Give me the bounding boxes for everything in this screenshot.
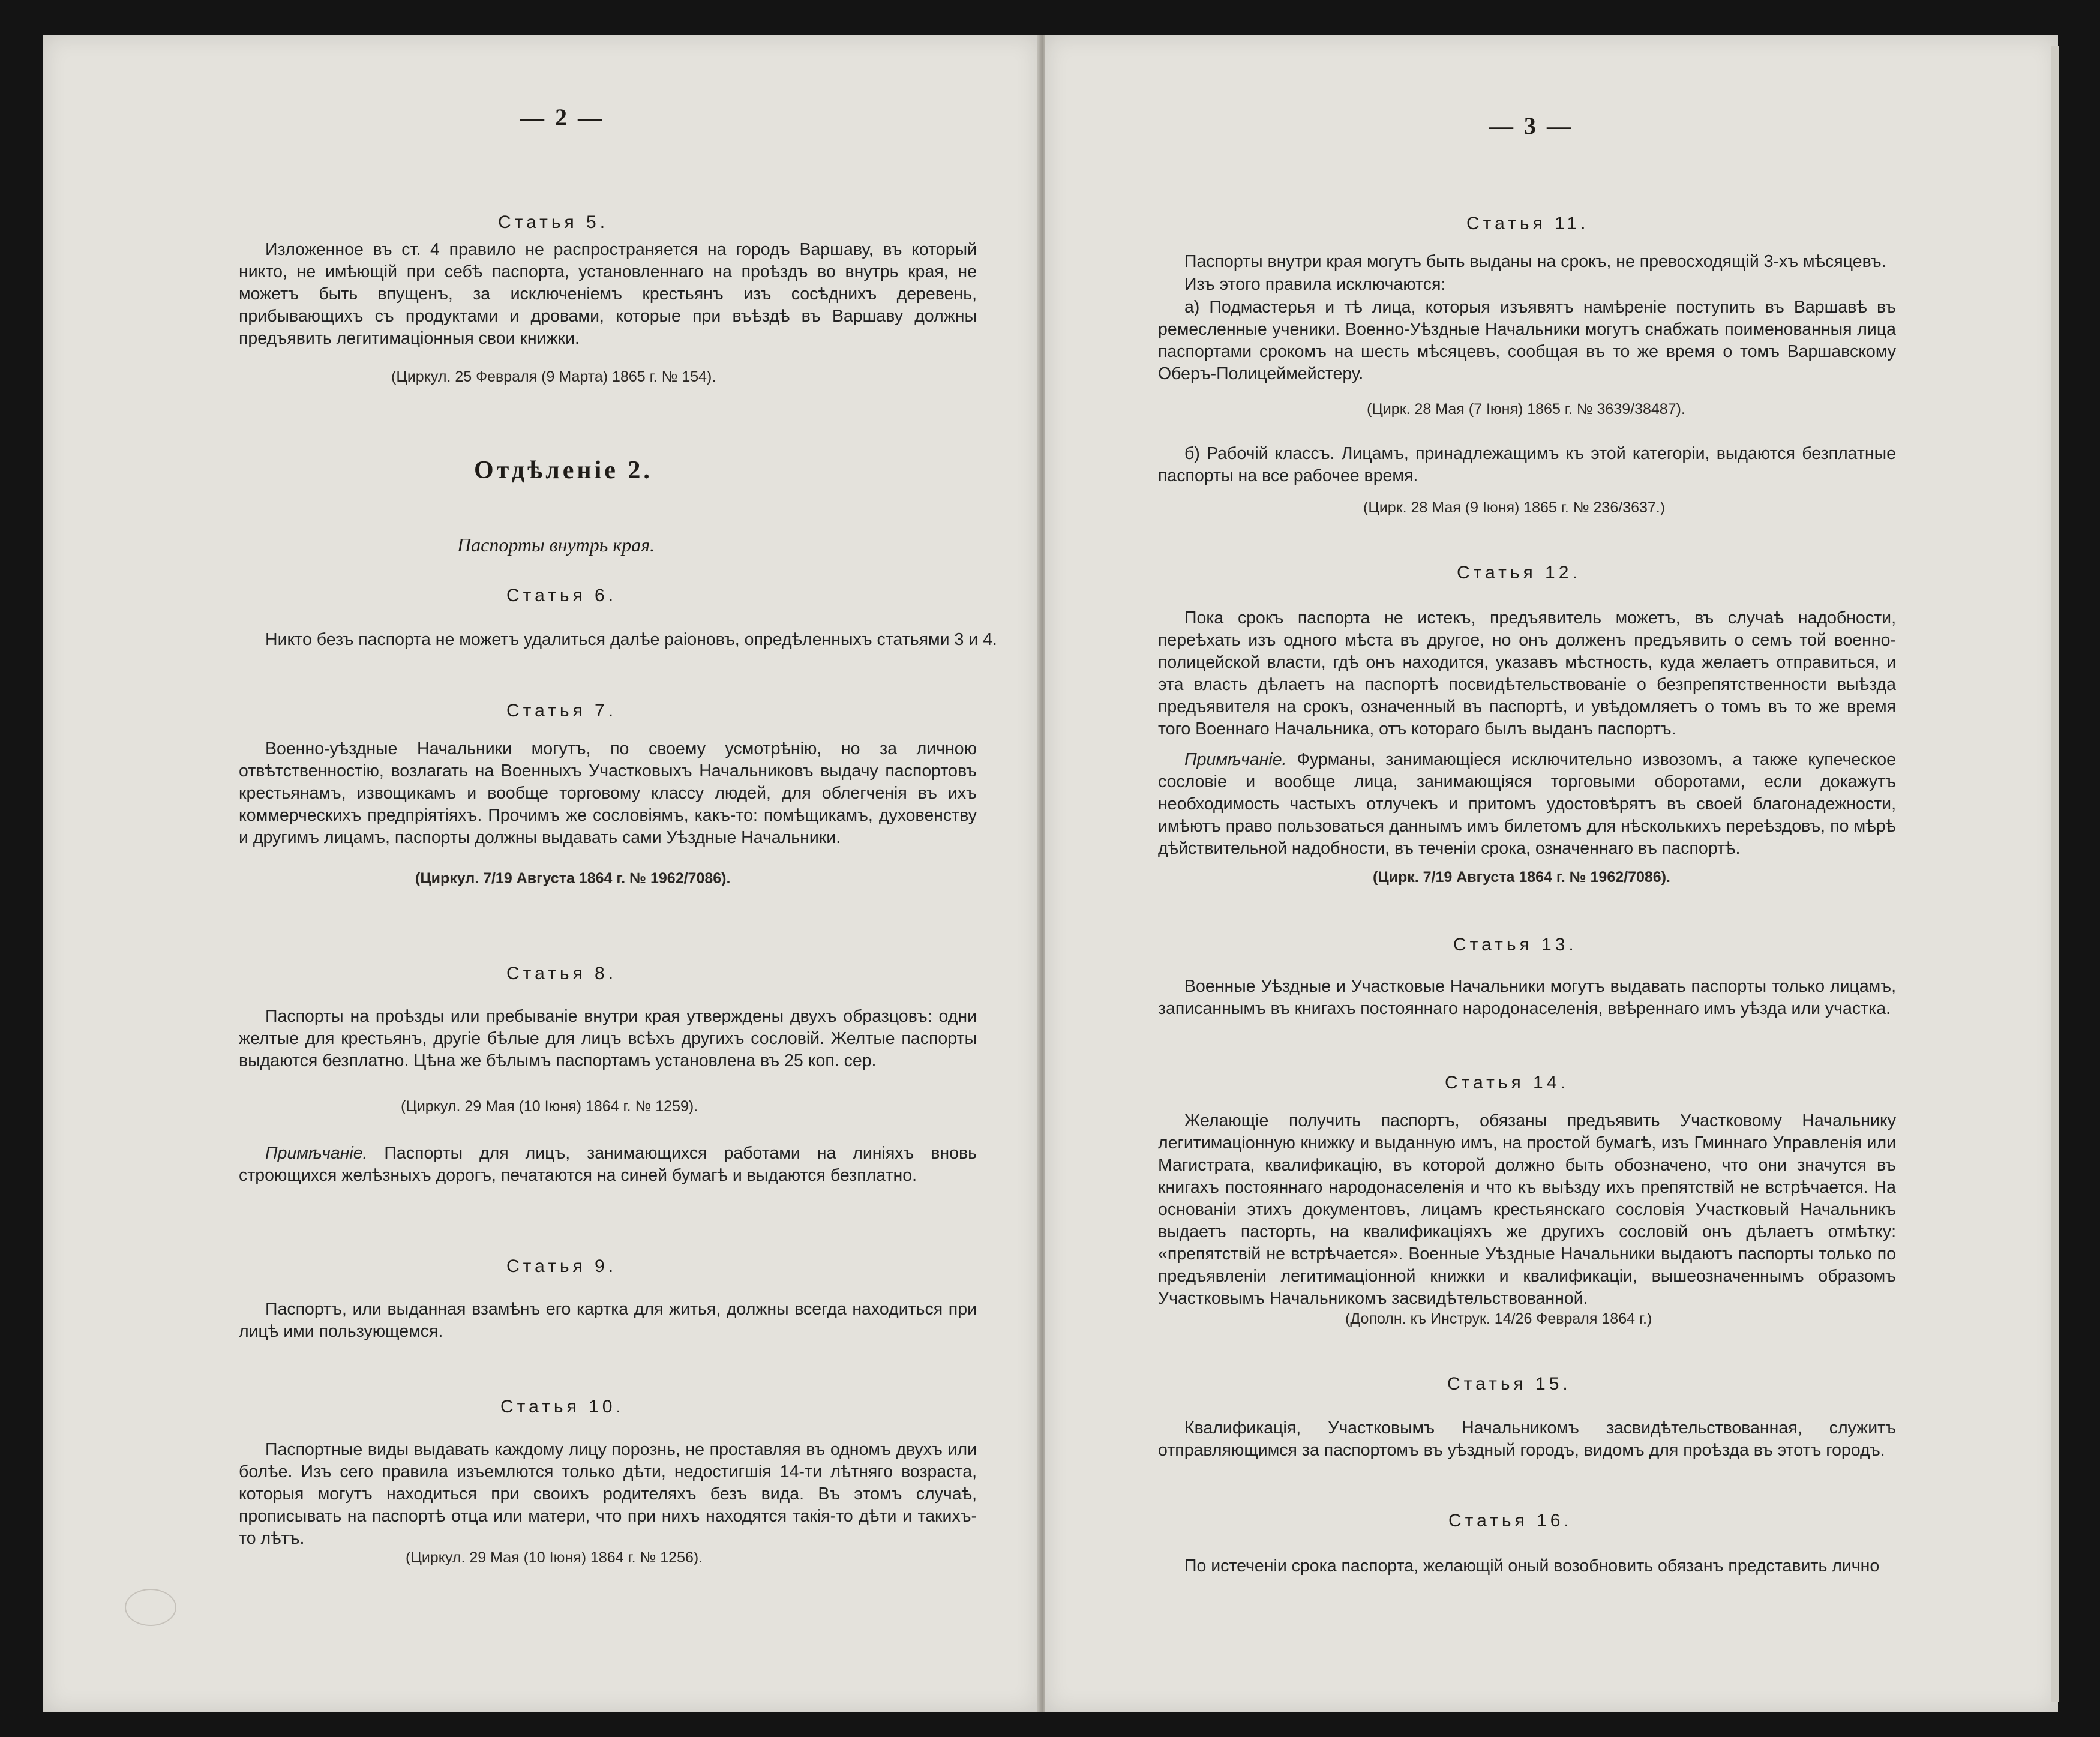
article-8-note (239, 1142, 977, 1187)
article-8-note-text: Паспорты для лицъ, занимающихся работами на линіяхъ вновь строющихся желѣзныхъ дорогъ, печатаются на синей бумагѣ и выдаются безплатно. (239, 1144, 977, 1185)
article-15-text: Квалификація, Участковымъ Начальникомъ засвидѣтельствованная, служитъ отправляющимся за паспортомъ въ уѣздный городъ, видомъ для проѣзда въ этотъ городъ. (1158, 1418, 1896, 1460)
article-11-item-b: б) Рабочій классъ. Лицамъ, принадлежащимъ къ этой категоріи, выдаются безплатные паспорты на все рабочее время. (1158, 444, 1896, 485)
article-14-heading: Статья 14. (1445, 1073, 1569, 1093)
article-8-text: Паспорты на проѣзды или пребываніе внутри края утверждены двухъ образцовъ: одни желтые для крестьянъ, другіе бѣлые для лицъ всѣхъ другихъ сословій. Желтые паспорты выдаются безплатно. Цѣна же бѣлымъ паспортамъ установлена въ 25 коп. сер. (239, 1007, 977, 1070)
article-8-note-label: Примѣчаніе. (265, 1144, 368, 1163)
article-14-text: Желающіе получить паспортъ, обязаны предъявить Участковому Начальнику легитимаціонную книжку и выданную имъ, на простой бумагѣ, изъ Гминнаго Управленія или Магистрата, квалификацію, въ которой должно быть обозначено, что они значутся въ книгахъ постояннаго народонаселенія и что къ выѣзду ихъ препятствій не встрѣчается. На основаніи этихъ документовъ, лицамъ крестьянскаго сословія Участковый Начальникъ выдаетъ пасторть, на квалификаціяхъ же другихъ сословій онъ дѣлаетъ отмѣтку: «препятствій не встрѣчается». Военные Уѣздные Начальники выдаютъ паспорты только по предъявленіи легитимаціонной книжки и квалификаціи, вышеозначеннымъ образомъ Участковымъ Начальникомъ засвидѣтельствованной. (1158, 1111, 1896, 1308)
article-5-text: Изложенное въ ст. 4 правило не распространяется на городъ Варшаву, въ который никто, не имѣющій при себѣ паспорта, установленнаго на проѣздъ во внутрь края, не можетъ быть впущенъ, за исключеніемъ крестьянъ изъ сосѣднихъ деревень, прибывающихъ съ продуктами и дровами, которые при въѣздѣ въ Варшаву должны предъявить легитимаціонныя свои книжки. (239, 240, 977, 348)
article-11-citation-1: (Цирк. 28 Мая (7 Іюня) 1865 г. № 3639/38487). (1367, 401, 1685, 418)
article-12-note (1158, 749, 1896, 860)
page-edge (2051, 46, 2059, 1702)
article-9-text: Паспортъ, или выданная взамѣнъ его картка для житья, должны всегда находиться при лицѣ ими пользующемся. (239, 1300, 977, 1341)
article-11-text-2: Изъ этого правила исключаются: (1184, 275, 1446, 294)
article-10-heading: Статья 10. (500, 1397, 625, 1417)
article-6-text: Никто безъ паспорта не можетъ удалиться далѣе раіоновъ, опредѣленныхъ статьями 3 и 4. (265, 630, 997, 649)
article-12-heading: Статья 12. (1457, 563, 1581, 583)
article-12-note-text: Фурманы, занимающіеся исключительно извозомъ, а также купеческое сословіе и вообще лица, занимающіяся торговыми оборотами, если докажутъ необходимость частыхъ отлучекъ и притомъ удостовѣрятъ въ своей благонадежности, имѣютъ право пользоваться даннымъ имъ билетомъ для нѣсколькихъ переѣздовъ, по мѣрѣ дѣйствительной надобности, въ теченіи срока, означеннаго въ паспортѣ. (1158, 750, 1897, 858)
article-10-text: Паспортные виды выдавать каждому лицу порознь, не проставляя въ одномъ двухъ или болѣе. Изъ сего правила изъемлются только дѣти, недостигшія 14-ти лѣтняго возраста, которыя могутъ находиться при своихъ родителяхъ безъ вида. Въ этомъ случаѣ, прописывать на паспортѣ отца или матери, что при нихъ находятся такія-то дѣти и такихъ-то лѣтъ. (239, 1440, 977, 1548)
article-7-text: Военно-уѣздные Начальники могутъ, по своему усмотрѣнію, но за личною отвѣтственностію, возлагать на Военныхъ Участковыхъ Начальниковъ выдачу паспортовъ крестьянамъ, извощикамъ и вообще торговому классу людей, для облегченія въ ихъ коммерческихъ предпріятіяхъ. Прочимъ же сословіямъ, какъ-то: помѣщикамъ, духовенству и другимъ лицамъ, паспорты должны выдавать сами Уѣздные Начальники. (239, 739, 977, 847)
article-11-heading: Статья 11. (1466, 214, 1589, 233)
article-11-text: Паспорты внутри края могутъ быть выданы на срокъ, не превосходящій 3-хъ мѣсяцевъ. (1184, 252, 1886, 271)
article-10-citation: (Циркул. 29 Мая (10 Іюня) 1864 г. № 1256). (406, 1549, 703, 1566)
article-15-heading: Статья 15. (1447, 1374, 1571, 1394)
article-12-citation: (Цирк. 7/19 Августа 1864 г. № 1962/7086). (1373, 869, 1670, 886)
article-12-text: Пока срокъ паспорта не истекъ, предъявитель можетъ, въ случаѣ надобности, переѣхать изъ одного мѣста въ другое, но онъ долженъ предъявить о семъ той военно-полицейской власти, гдѣ онъ находится, указавъ мѣстность, куда желаетъ отправиться, и эта власть дѣлаетъ на паспортѣ посвидѣтельствованіе о безпрепятственности выѣзда предъявителя на срокъ, означенный въ паспортѣ, и увѣдомляетъ о томъ въ то же время того Военнаго Начальника, отъ котораго былъ выданъ паспортъ. (1158, 608, 1896, 739)
article-16-heading: Статья 16. (1448, 1511, 1573, 1531)
article-11-item-a: а) Подмастерья и тѣ лица, которыя изъявятъ намѣреніе поступить въ Варшавѣ въ ремесленные ученики. Военно-Уѣздные Начальники могутъ снабжать поименованныя лица паспортами срокомъ на шесть мѣсяцевъ, сообщая въ то же время о томъ Варшавскому Оберъ-Полицеймейстеру. (1158, 298, 1896, 383)
right-page (1045, 35, 2058, 1712)
section-title: Отдѣленіе 2. (474, 457, 653, 484)
article-8-citation: (Циркул. 29 Мая (10 Іюня) 1864 г. № 1259). (401, 1098, 698, 1115)
article-5-heading: Статья 5. (498, 212, 609, 232)
page-number-right: — 3 — (1489, 112, 1573, 139)
article-12-note-label: Примѣчаніе. (1184, 750, 1287, 769)
article-14-citation: (Дополн. къ Инструк. 14/26 Февраля 1864 г.) (1345, 1310, 1652, 1327)
article-11-citation-2: (Цирк. 28 Мая (9 Іюня) 1865 г. № 236/3637.) (1363, 499, 1666, 516)
article-13-text: Военные Уѣздные и Участковые Начальники могутъ выдавать паспорты только лицамъ, записаннымъ въ книгахъ постояннаго народонаселенія, ввѣреннаго имъ уѣзда или участка. (1158, 977, 1896, 1018)
article-16-text: По истеченіи срока паспорта, желающій оный возобновить обязанъ представить лично (1184, 1556, 1880, 1576)
library-stamp-mark (125, 1589, 176, 1626)
article-9-heading: Статья 9. (506, 1256, 617, 1276)
article-6-heading: Статья 6. (506, 586, 617, 605)
section-subtitle: Паспорты внутрь края. (457, 534, 655, 556)
article-5-citation: (Циркул. 25 Февраля (9 Марта) 1865 г. № 154). (391, 368, 716, 385)
article-7-citation: (Циркул. 7/19 Августа 1864 г. № 1962/7086). (415, 870, 731, 887)
article-13-heading: Статья 13. (1453, 935, 1577, 955)
article-7-heading: Статья 7. (506, 701, 617, 721)
page-number-left: — 2 — (520, 104, 604, 131)
left-page (43, 35, 1039, 1712)
article-8-heading: Статья 8. (506, 964, 617, 983)
